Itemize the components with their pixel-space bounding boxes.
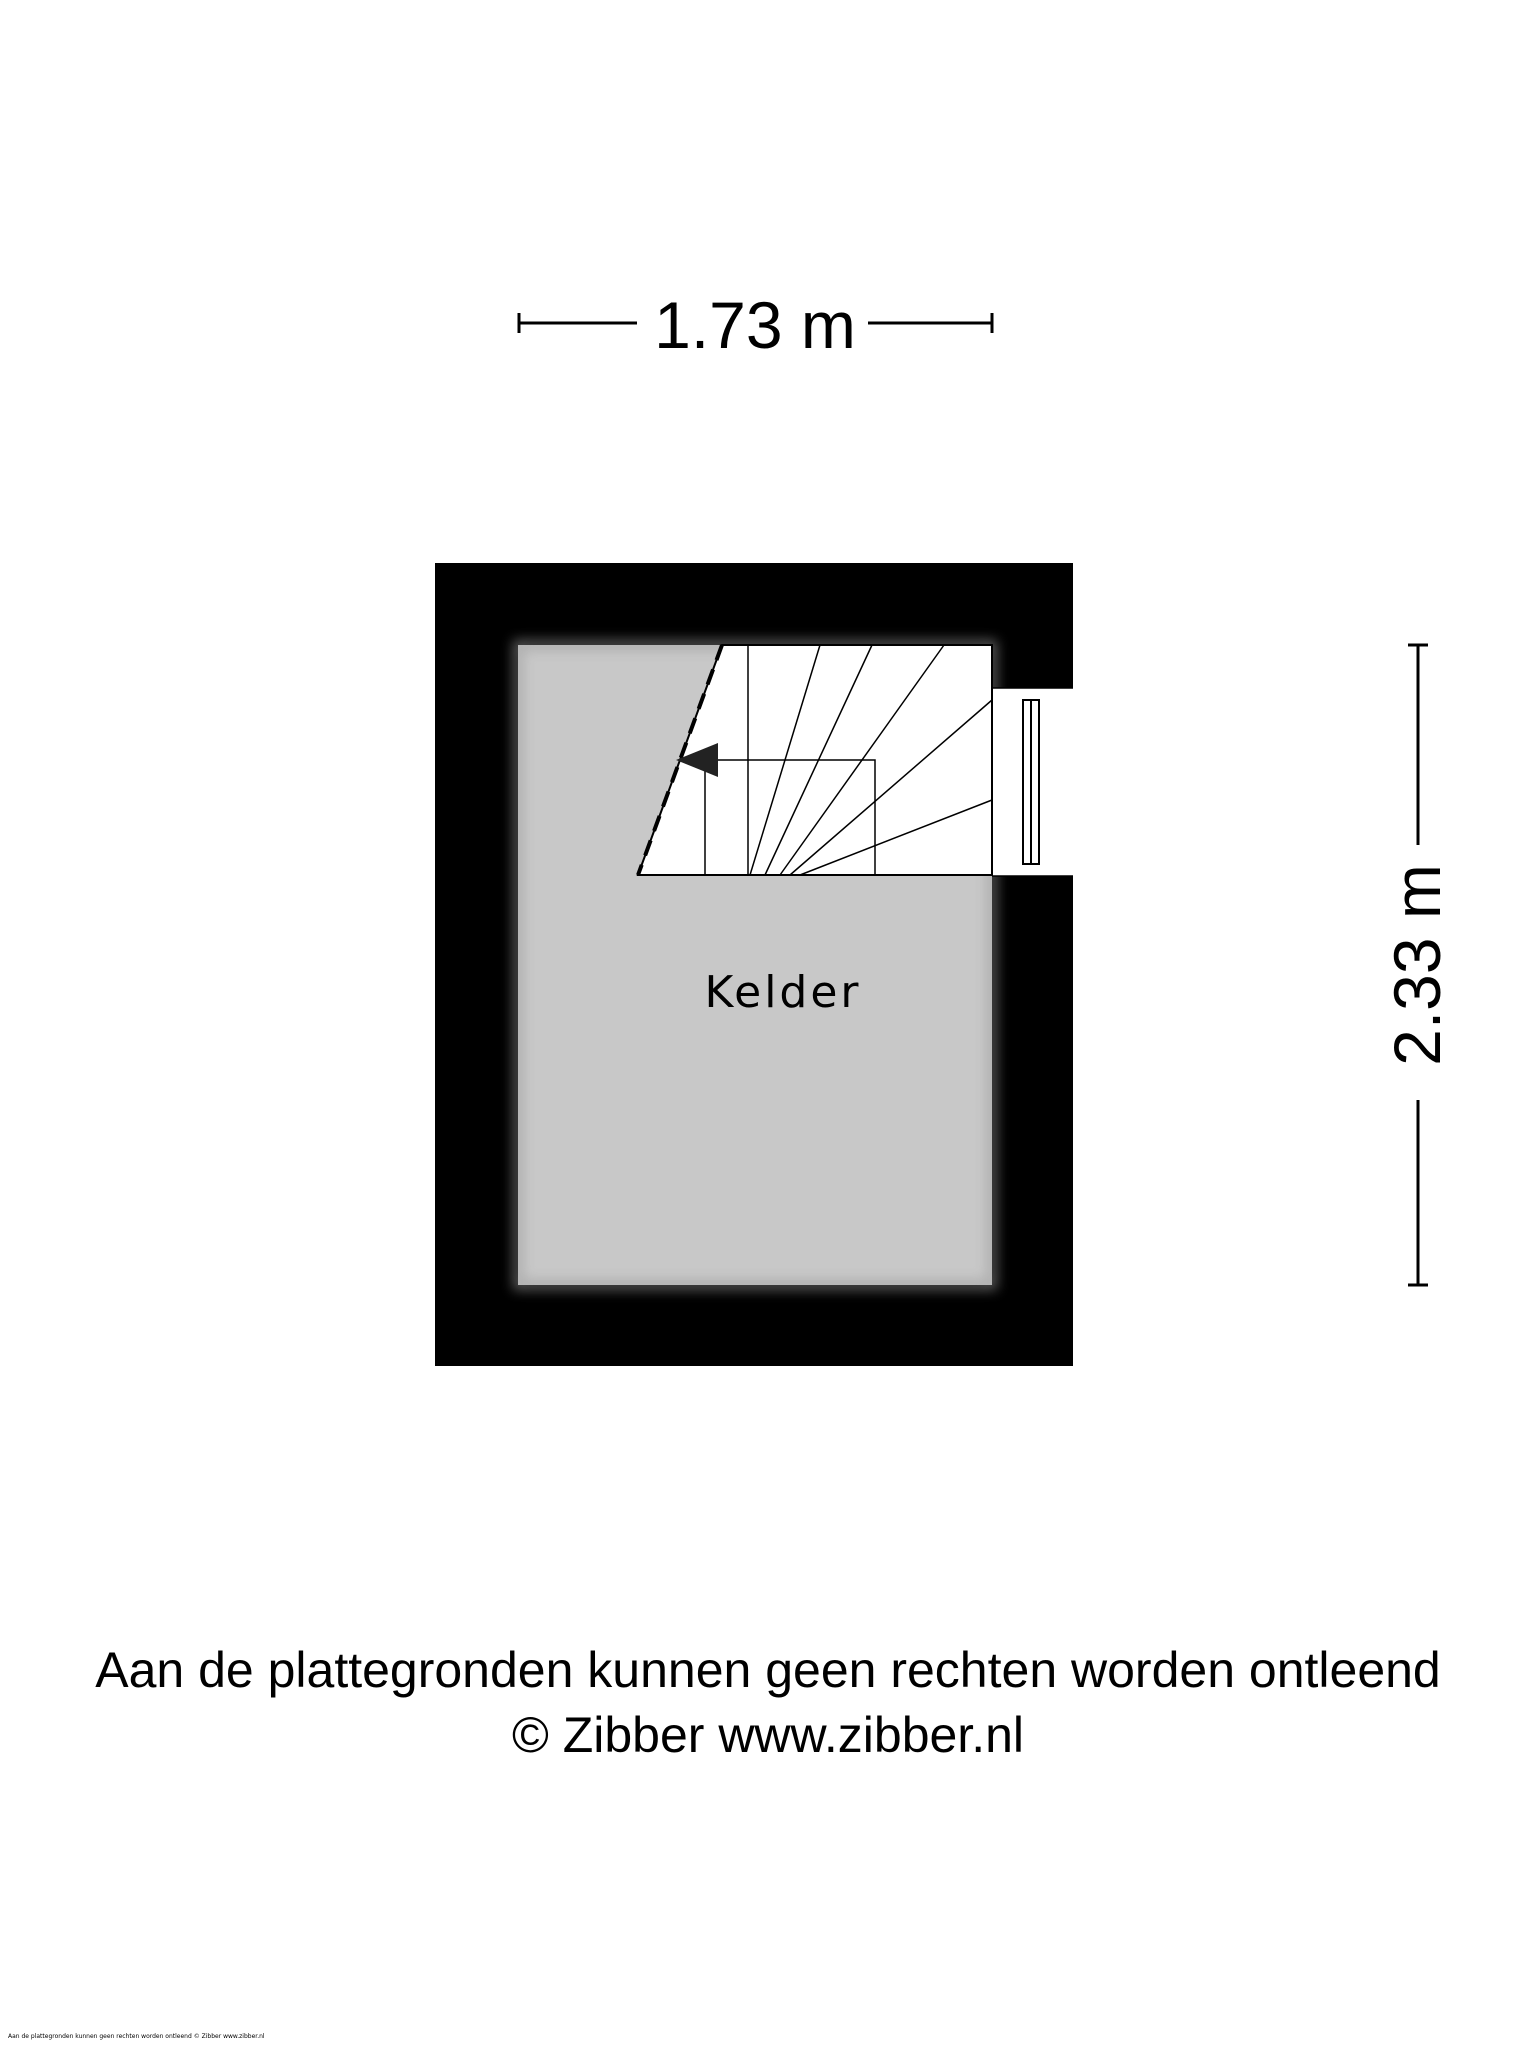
height-dimension xyxy=(1380,645,1454,1285)
height-label: 2.33 m xyxy=(1380,864,1454,1066)
width-label: 1.73 m xyxy=(654,288,856,362)
disclaimer-text: Aan de plattegronden kunnen geen rechten worden ontleend xyxy=(95,1642,1441,1698)
copyright-text: © Zibber www.zibber.nl xyxy=(511,1707,1025,1763)
small-print: Aan de plattegronden kunnen geen rechten worden ontleend © Zibber www.zibber.nl xyxy=(8,2033,265,2040)
room-label: Kelder xyxy=(704,967,862,1018)
window xyxy=(992,688,1073,876)
width-dimension xyxy=(519,288,992,362)
